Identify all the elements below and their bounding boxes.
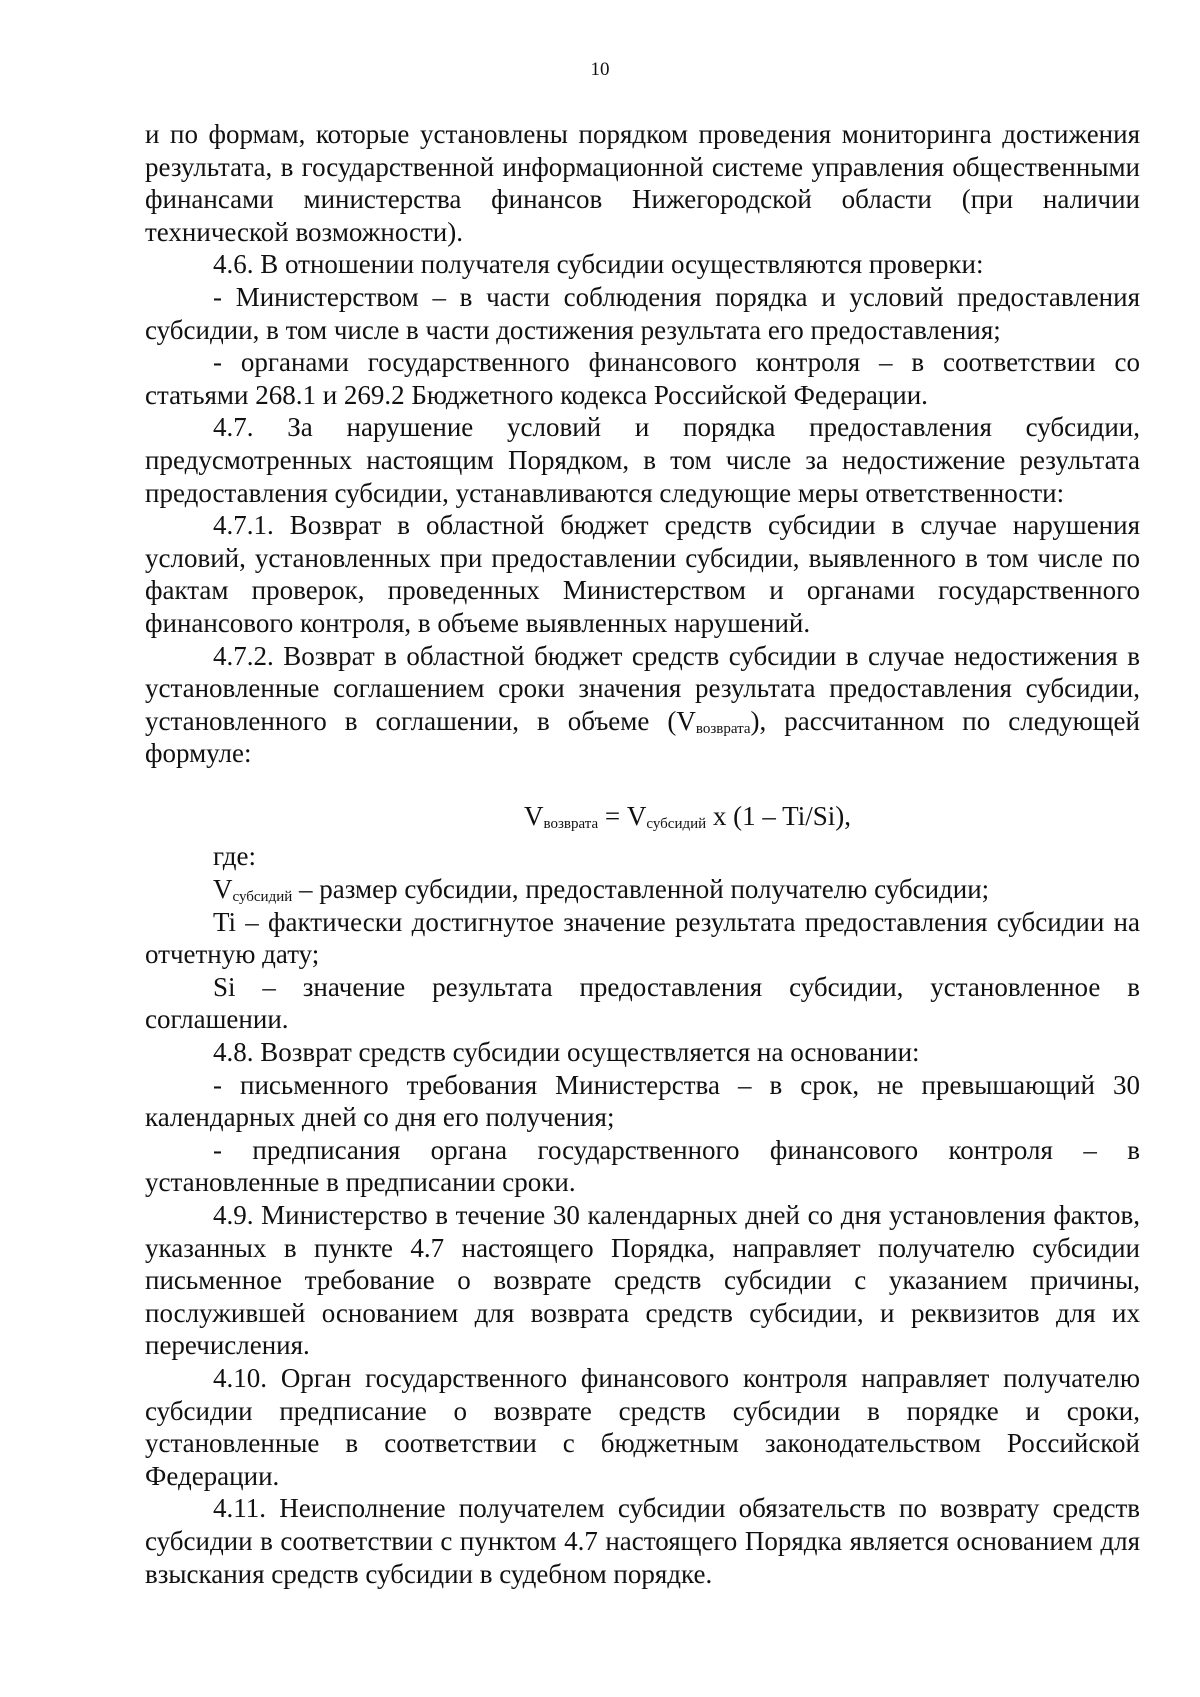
paragraph-ministry-checks: - Министерством – в части соблюдения порядка и условий предоставления субсидии, в том числе в части достижения результата его предоставления; — [145, 281, 1140, 345]
formula-sub-subsidies: субсидий — [646, 815, 707, 832]
paragraph-4-7-2-text: 4.7.2. Возврат в областной бюджет средств субсидии в случае недостижения в установленные соглашением сроки значения результата предоставления субсидии, установленного в соглашении, в объеме (V — [145, 640, 1140, 736]
paragraph-4-7-1: 4.7.1. Возврат в областной бюджет средств субсидии в случае нарушения условий, установленных при предоставлении субсидии, выявленного в том числе по фактам проверок, проведенных Министерством и органами государственного финансового контроля, в объеме выявленных нарушений. — [145, 510, 1140, 638]
paragraph-monitoring-forms: и по формам, которые установлены порядком проведения мониторинга достижения результата, в государственной информационной системе управления общественными финансами министерства финансов Нижегородской области (при наличии технической возможности). — [145, 119, 1140, 247]
paragraph-4-11: 4.11. Неисполнение получателем субсидии обязательств по возврату средств субсидии в соответствии с пунктом 4.7 настоящего Порядка является основанием для взыскания средств субсидии в судебном порядке. — [145, 1493, 1140, 1589]
paragraph-4-10: 4.10. Орган государственного финансового контроля направляет получателю субсидии предписание о возврате средств субсидии в порядке и сроки, установленные в соответствии с бюджетным законодательством Российской Федерации. — [145, 1362, 1140, 1491]
paragraph-4-8: 4.8. Возврат средств субсидии осуществляется на основании: — [213, 1037, 920, 1068]
return-formula — [145, 770, 1140, 841]
paragraph-financial-control-checks: - органами государственного финансового контроля – в соответствии со статьями 268.1 и 269.2 Бюджетного кодекса Российской Федерации. — [145, 347, 1140, 410]
paragraph-v-subsidies-definition — [145, 873, 1140, 906]
paragraph-4-7-2 — [145, 640, 1140, 770]
formula-sub-return: возврата — [543, 815, 599, 832]
formula-v-return: V — [524, 800, 544, 831]
paragraph-4-6: 4.6. В отношении получателя субсидии осуществляются проверки: — [213, 249, 984, 280]
paragraph-4-7-2-tail: ), рассчитанном по следующей формуле: — [145, 705, 1140, 769]
paragraph-si-definition: Si – значение результата предоставления субсидии, установленное в соглашении. — [145, 971, 1140, 1035]
paragraph-where: где: — [213, 841, 256, 872]
formula-equals-v: = V — [598, 800, 647, 831]
paragraph-4-9: 4.9. Министерство в течение 30 календарных дней со дня установления фактов, указанных в пункте 4.7 настоящего Порядка, направляет получателю субсидии письменное требование о возврате средств субсидии с указанием причины, послужившей основанием для возврата средств субсидии, и реквизитов для их перечисления. — [145, 1200, 1140, 1361]
paragraph-4-7: 4.7. За нарушение условий и порядка предоставления субсидии, предусмотренных настоящим Порядком, в том числе за недостижение результата предоставления субсидии, устанавливаются следующие меры ответственности: — [145, 412, 1140, 508]
paragraph-ti-definition: Ti – фактически достигнутое значение результата предоставления субсидии на отчетную дату; — [145, 906, 1140, 970]
definition-v: V — [213, 874, 233, 905]
document-body — [145, 118, 1140, 1590]
paragraph-prescription: - предписания органа государственного финансового контроля – в установленные в предписании сроки. — [145, 1134, 1140, 1198]
page-number: 10 — [590, 59, 610, 80]
formula-expression: x (1 – Ti/Si), — [706, 800, 851, 831]
v-return-subscript: возврата — [695, 720, 751, 737]
paragraph-written-demand: - письменного требования Министерства – в срок, не превышающий 30 календарных дней со дня его получения; — [145, 1069, 1140, 1133]
definition-sub-subsidies: субсидий — [232, 889, 293, 906]
definition-v-text: – размер субсидии, предоставленной получателю субсидии; — [292, 874, 990, 905]
